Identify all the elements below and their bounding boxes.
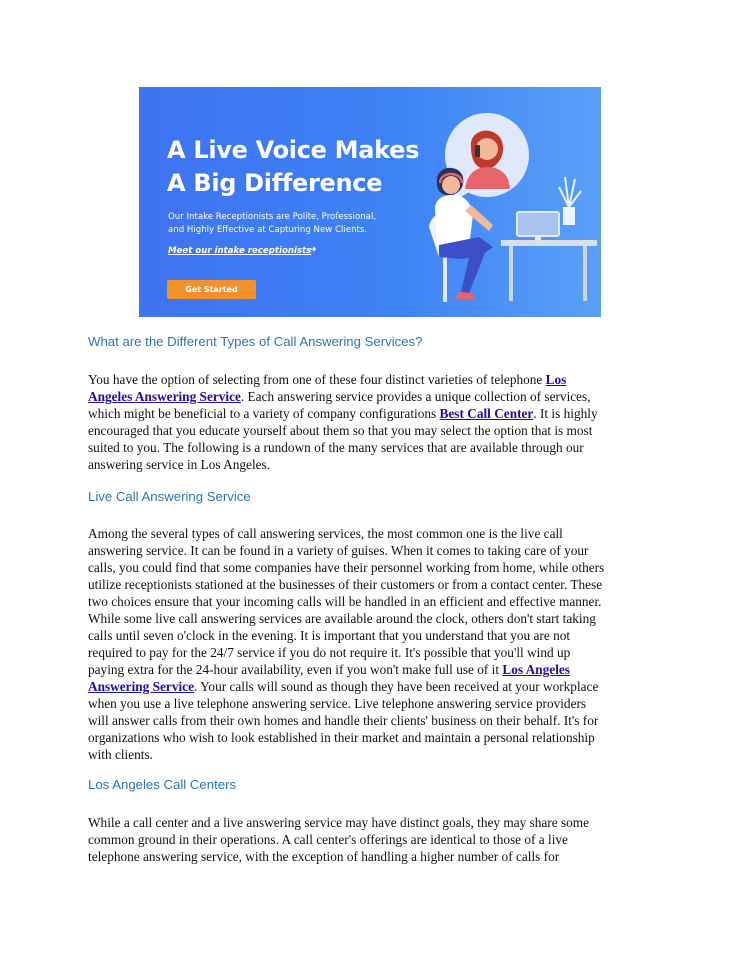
banner-subtitle (168, 211, 418, 238)
receptionist-illustration (409, 107, 601, 317)
text-line: paying extra for the 24-hour availability, even if you won't make full use of it Los Angeles (88, 662, 570, 677)
text-line: You have the option of selecting from one of these four distinct varieties of telephone Los (88, 372, 567, 387)
woman-shoe (455, 292, 475, 299)
promo-banner[interactable] (139, 87, 601, 317)
monitor (517, 212, 559, 236)
text-line: two choices ensure that your incoming calls will be handled in an efficient and effective manner. (88, 594, 602, 609)
section-heading-call-centers: Los Angeles Call Centers (88, 777, 237, 792)
text-line: when you use a live telephone answering service. Live telephone answering service providers (88, 696, 587, 711)
text-line: answering service in Los Angeles. (88, 457, 271, 472)
text-line: calls, you could find that some companies have their personnel working from home, while others (88, 560, 605, 575)
banner-title-line-1: A Live Voice Makes (167, 136, 420, 164)
monitor-stand (535, 236, 541, 240)
text-line: required to pay for the 24/7 service if you do not require it. It's possible that you'll wind up (88, 645, 571, 660)
text-line: common ground in their operations. A call center's offerings are identical to those of a live (88, 832, 568, 847)
section3-paragraph (88, 814, 648, 865)
phone-icon (475, 145, 480, 157)
text-line: suited to you. The following is a rundown of the many services that are available through our (88, 440, 584, 455)
desk-leg-left (509, 246, 513, 301)
text-line: organizations who wish to look established in their market and maintain a personal relationship (88, 730, 595, 745)
section-heading-live-call: Live Call Answering Service (88, 489, 251, 504)
los-angeles-answering-service-link[interactable]: Los (545, 372, 567, 387)
section2-paragraph (88, 525, 648, 763)
desk-leg-right (583, 246, 587, 301)
text-line: telephone answering service, with the exception of handling a higher number of calls for (88, 849, 560, 864)
text-line: Answering Service. Your calls will sound as though they have been received at your workplace (88, 679, 599, 694)
text-line: answering service. It can be found in a variety of guises. When it comes to taking care of your (88, 543, 589, 558)
text-line: will answer calls from their own homes and handle their clients' business on their behalf. It's for (88, 713, 599, 728)
banner-subtitle-line-1: Our Intake Receptionists are Polite, Professional, (168, 212, 377, 222)
banner-title-line-2: A Big Difference (167, 169, 383, 197)
text-line: utilize receptionists stationed at the businesses of their customers or from a contact center. These (88, 577, 603, 592)
text-line: with clients. (88, 747, 153, 762)
text-line: calls until seven o'clock in the evening. It is important that you understand that you are not (88, 628, 571, 643)
plant-pot (563, 207, 575, 225)
woman-top (435, 195, 473, 247)
los-angeles-link[interactable]: Los Angeles (502, 662, 570, 677)
banner-subtitle-line-2: and Highly Effective at Capturing New Clients. (168, 225, 368, 236)
text-line: Angeles Answering Service. Each answering service provides a unique collection of services, (88, 389, 591, 404)
text-line: Among the several types of call answering services, the most common one is the live call (88, 526, 563, 541)
chair-leg (443, 257, 447, 302)
text-line: While some live call answering services are available around the clock, others don't start taking (88, 611, 596, 626)
text-line: encouraged that you educate yourself about them so that you may select the option that is most (88, 423, 593, 438)
los-angeles-answering-service-link-cont[interactable]: Angeles Answering Service (88, 389, 241, 404)
banner-receptionists-link[interactable]: Meet our intake receptionists (168, 246, 312, 256)
best-call-center-link[interactable]: Best Call Center (439, 406, 534, 421)
arrow-right-icon: ➜ (309, 245, 317, 255)
text-line: While a call center and a live answering service may have distinct goals, they may share some (88, 815, 590, 830)
woman-face (442, 176, 460, 194)
get-started-button[interactable]: Get Started (167, 280, 256, 299)
section1-paragraph (88, 371, 648, 473)
text-line: which might be beneficial to a variety of company configurations Best Call Center. It is highly (88, 406, 598, 421)
answering-service-link[interactable]: Answering Service (88, 679, 194, 694)
desk-top (501, 240, 597, 246)
plant-leaves (559, 177, 581, 207)
section-heading-types: What are the Different Types of Call Answering Services? (88, 334, 423, 349)
